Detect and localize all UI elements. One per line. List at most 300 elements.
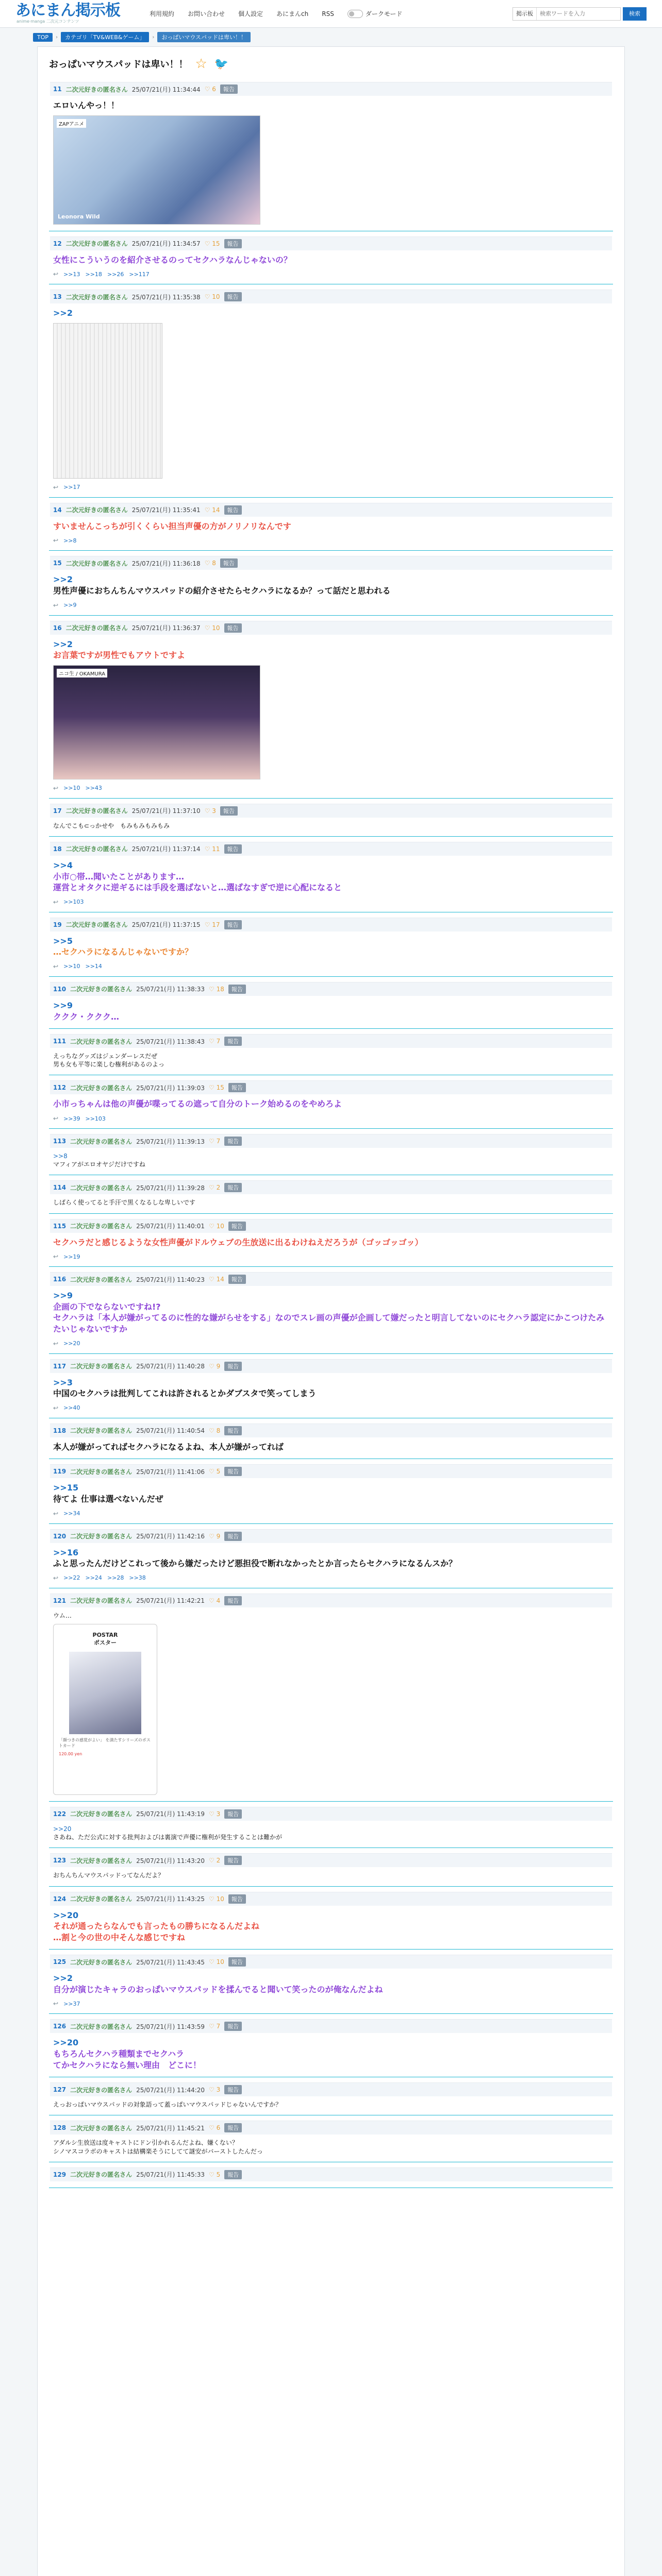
post-text-line: 中国のセクハラは批判してこれは許されるとかダブスタで笑ってしまう xyxy=(53,1388,317,1399)
reply-anchor[interactable]: >>5 xyxy=(53,936,73,946)
post-timestamp: 25/07/21(月) 11:39:13 xyxy=(136,1138,205,1145)
twitter-share-icon[interactable]: 🐦 xyxy=(214,57,229,71)
post-number[interactable]: 121 xyxy=(53,1597,67,1604)
thread-container xyxy=(37,46,625,2576)
post xyxy=(49,2014,613,2077)
post-author: 二次元好きの匿名さん xyxy=(70,1038,133,1045)
post-author: 二次元好きの匿名さん xyxy=(70,2171,133,2179)
report-button[interactable]: 報告 xyxy=(224,1532,242,1541)
post-text-line: 女性にこういうのを紹介させるのってセクハラなんじゃないの？ xyxy=(53,255,292,265)
post-list xyxy=(49,77,613,2188)
post-body xyxy=(50,1094,612,1110)
reply-anchor[interactable]: >>3 xyxy=(53,1377,73,1387)
reply-anchor[interactable]: >>15 xyxy=(53,1483,79,1493)
search-scope-select[interactable]: 掲示板 xyxy=(513,8,537,20)
report-button[interactable]: 報告 xyxy=(224,1362,242,1371)
reply-arrow-icon: ↩ xyxy=(53,1574,59,1582)
breadcrumb-category[interactable]: カテゴリ「TV&WEB&ゲーム」 xyxy=(61,32,149,42)
post-number[interactable]: 128 xyxy=(53,2124,67,2132)
image-tag: ニコ生 / OKAMURA xyxy=(57,669,107,677)
post-author: 二次元好きの匿名さん xyxy=(70,1138,133,1145)
report-button[interactable]: 報告 xyxy=(224,2022,242,2031)
report-button[interactable]: 報告 xyxy=(220,806,238,816)
breadcrumb-top[interactable]: TOP xyxy=(33,33,53,42)
image-tag: ZAPアニメ xyxy=(57,119,86,128)
post xyxy=(49,1354,613,1418)
like-count[interactable]: ♡ 15 xyxy=(209,1084,224,1092)
breadcrumb xyxy=(0,28,662,46)
post xyxy=(49,1075,613,1129)
like-count[interactable]: ♡ 5 xyxy=(209,2171,221,2178)
report-button[interactable]: 報告 xyxy=(224,1856,242,1865)
post-header xyxy=(50,2121,612,2134)
top-nav xyxy=(150,9,402,19)
reply-arrow-icon: ↩ xyxy=(53,2000,59,2008)
reply-list xyxy=(50,479,612,491)
post-header xyxy=(50,1272,612,1286)
post-header xyxy=(50,804,612,818)
report-button[interactable]: 報告 xyxy=(224,505,242,515)
post-author: 二次元好きの匿名さん xyxy=(70,1276,133,1283)
post-image[interactable] xyxy=(53,1624,157,1795)
post-body xyxy=(50,1867,612,1879)
reply-anchor[interactable]: >>2 xyxy=(53,308,73,318)
post-number[interactable]: 125 xyxy=(53,1958,67,1966)
site-logo[interactable] xyxy=(15,3,129,24)
post-image[interactable] xyxy=(53,323,162,479)
post-number[interactable]: 120 xyxy=(53,1532,67,1540)
report-button[interactable]: 報告 xyxy=(224,1467,242,1476)
reply-link[interactable]: >>14 xyxy=(85,963,102,970)
reply-link[interactable]: >>10 xyxy=(63,963,80,970)
post-body xyxy=(50,1373,612,1399)
like-count[interactable]: ♡ 10 xyxy=(204,293,220,301)
post-text-line: しばらく使ってると手汗で黒くなるしな卑しいです xyxy=(53,1199,196,1207)
nav-animanch[interactable]: あにまんch xyxy=(276,10,309,18)
like-count[interactable]: ♡ 2 xyxy=(209,1184,221,1192)
report-button[interactable]: 報告 xyxy=(228,1894,246,1904)
reply-anchor[interactable]: >>8 xyxy=(53,1153,68,1160)
like-count[interactable]: ♡ 17 xyxy=(204,921,220,928)
post-number[interactable]: 123 xyxy=(53,1857,67,1865)
report-button[interactable]: 報告 xyxy=(224,623,242,633)
post-timestamp: 25/07/21(月) 11:38:43 xyxy=(136,1038,205,1045)
post xyxy=(49,231,613,285)
post-header xyxy=(50,918,612,931)
report-button[interactable]: 報告 xyxy=(224,1426,242,1435)
favorite-star-icon[interactable]: ☆ xyxy=(195,56,207,72)
post-body xyxy=(50,818,612,830)
post-timestamp: 25/07/21(月) 11:43:45 xyxy=(136,1958,205,1966)
post-body xyxy=(50,1821,612,1841)
reply-anchor[interactable]: >>2 xyxy=(53,574,73,585)
post-number[interactable]: 119 xyxy=(53,1468,67,1476)
like-count[interactable]: ♡ 14 xyxy=(209,1276,224,1283)
post-text-line: 待てよ 仕事は選べないんだぜ xyxy=(53,1494,163,1504)
reply-link[interactable]: >>103 xyxy=(85,1115,106,1122)
post-header xyxy=(50,1423,612,1437)
post-header xyxy=(50,236,612,250)
post-timestamp: 25/07/21(月) 11:35:41 xyxy=(131,506,201,514)
report-button[interactable]: 報告 xyxy=(224,1596,242,1605)
post-header xyxy=(50,1955,612,1969)
post-author: 二次元好きの匿名さん xyxy=(70,1857,133,1865)
tweet-logo xyxy=(74,1632,136,1647)
post-number[interactable]: 14 xyxy=(53,506,62,514)
post xyxy=(49,1214,613,1267)
post-timestamp: 25/07/21(月) 11:40:54 xyxy=(136,1427,205,1435)
post-text-line: マフィアがエロオヤジだけですね xyxy=(53,1161,145,1168)
post-header xyxy=(50,2019,612,2033)
post-header xyxy=(50,1853,612,1867)
reply-anchor[interactable]: >>9 xyxy=(53,1291,73,1301)
post xyxy=(49,2115,613,2162)
post-text-line: セクハラだと感じるような女性声優がドルウェブの生放送に出るわけねえだろうが（ゴッゴッゴッ） xyxy=(53,1237,423,1247)
post-timestamp: 25/07/21(月) 11:42:16 xyxy=(136,1533,205,1540)
post-number[interactable]: 112 xyxy=(53,1084,67,1092)
post-header xyxy=(50,982,612,996)
report-button[interactable]: 報告 xyxy=(224,239,242,248)
post-body xyxy=(50,1286,612,1334)
post-header xyxy=(50,503,612,517)
post-header xyxy=(50,1594,612,1607)
post-number[interactable]: 110 xyxy=(53,985,67,993)
breadcrumb-thread[interactable]: おっぱいマウスパッドは卑い！！ xyxy=(157,32,251,42)
post-text-line: ふと思ったんだけどこれって後から嫌だったけど悪担役で断れなかったとか言ったらセクハラになるんスか？ xyxy=(53,1558,457,1569)
post-author: 二次元好きの匿名さん xyxy=(65,807,128,815)
reply-list xyxy=(50,1399,612,1412)
post-body xyxy=(50,1233,612,1248)
post xyxy=(49,977,613,1029)
reply-anchor[interactable]: >>20 xyxy=(53,2038,79,2048)
report-button[interactable]: 報告 xyxy=(220,558,238,568)
post-timestamp: 25/07/21(月) 11:37:10 xyxy=(131,807,201,815)
post-number[interactable]: 118 xyxy=(53,1427,67,1434)
post xyxy=(49,1418,613,1460)
post-author: 二次元好きの匿名さん xyxy=(70,1363,133,1370)
reply-arrow-icon: ↩ xyxy=(53,784,59,792)
post-header xyxy=(50,1080,612,1094)
reply-anchor[interactable]: >>4 xyxy=(53,860,73,870)
post-image[interactable] xyxy=(53,665,260,779)
post-body xyxy=(50,1906,612,1943)
tweet-logo-text: POSTAR xyxy=(92,1631,118,1638)
reply-list xyxy=(50,1248,612,1260)
post-body xyxy=(50,2096,612,2109)
post xyxy=(49,1267,613,1353)
post-number[interactable]: 116 xyxy=(53,1276,67,1283)
site-header xyxy=(0,0,662,28)
like-count[interactable]: ♡ 10 xyxy=(209,1222,224,1230)
nav-settings[interactable]: 個人設定 xyxy=(238,10,263,18)
post-text-line: えっおっぱいマウスパッドの対象語って蓋っぱいマウスパッドじゃないんですか？ xyxy=(53,2101,282,2109)
post-timestamp: 25/07/21(月) 11:37:15 xyxy=(131,921,201,929)
reply-anchor[interactable]: >>2 xyxy=(53,1973,73,1984)
post-number[interactable]: 19 xyxy=(53,921,62,928)
post-author: 二次元好きの匿名さん xyxy=(65,845,128,853)
post xyxy=(49,1129,613,1175)
post xyxy=(49,912,613,977)
like-count[interactable]: ♡ 14 xyxy=(204,506,220,514)
reply-list xyxy=(50,958,612,970)
reply-link[interactable]: >>9 xyxy=(63,602,77,609)
post-body xyxy=(50,931,612,958)
like-count[interactable]: ♡ 3 xyxy=(209,1810,221,1818)
post xyxy=(49,1029,613,1075)
report-button[interactable]: 報告 xyxy=(224,920,242,929)
report-button[interactable]: 報告 xyxy=(224,1137,242,1146)
reply-link[interactable]: >>22 xyxy=(63,1574,80,1582)
post xyxy=(49,1950,613,2014)
post xyxy=(49,1588,613,1802)
post-header xyxy=(50,1464,612,1478)
dark-mode-control[interactable] xyxy=(347,9,403,19)
reply-link[interactable]: >>19 xyxy=(63,1253,80,1260)
post-body xyxy=(50,635,612,661)
reply-link[interactable]: >>20 xyxy=(63,1340,80,1347)
reply-anchor[interactable]: >>16 xyxy=(53,1547,79,1557)
post-author: 二次元好きの匿名さん xyxy=(65,240,128,248)
post-number[interactable]: 115 xyxy=(53,1222,67,1230)
post-timestamp: 25/07/21(月) 11:43:20 xyxy=(136,1857,205,1865)
post-author: 二次元好きの匿名さん xyxy=(70,1084,133,1092)
report-button[interactable]: 報告 xyxy=(228,1275,246,1284)
post-number[interactable]: 127 xyxy=(53,2086,67,2094)
like-count[interactable]: ♡ 11 xyxy=(204,845,220,853)
reply-link[interactable]: >>17 xyxy=(63,484,80,491)
like-count[interactable]: ♡ 6 xyxy=(204,86,216,93)
reply-link[interactable]: >>43 xyxy=(85,785,102,792)
post xyxy=(49,77,613,231)
dark-mode-toggle[interactable] xyxy=(347,10,363,18)
post-author: 二次元好きの匿名さん xyxy=(70,1468,133,1476)
like-count[interactable]: ♡ 9 xyxy=(209,1362,221,1370)
post-text-line: 本人が嫌がってればセクハラになるよね、本人が嫌がってれば xyxy=(53,1442,284,1452)
post-timestamp: 25/07/21(月) 11:34:57 xyxy=(131,240,201,248)
reply-link[interactable]: >>10 xyxy=(63,785,80,792)
post-number[interactable]: 117 xyxy=(53,1362,67,1370)
like-count[interactable]: ♡ 2 xyxy=(209,1857,221,1865)
like-count[interactable]: ♡ 10 xyxy=(209,1958,224,1966)
post-number[interactable]: 17 xyxy=(53,807,62,815)
post-body xyxy=(50,1607,612,1620)
post xyxy=(49,1175,613,1213)
post-body xyxy=(50,517,612,532)
post-author: 二次元好きの匿名さん xyxy=(65,293,128,301)
reply-anchor[interactable]: >>2 xyxy=(53,639,73,649)
tweet-picture xyxy=(69,1652,141,1734)
reply-link[interactable]: >>13 xyxy=(63,270,80,278)
post-author: 二次元好きの匿名さん xyxy=(70,2023,133,2030)
reply-link[interactable]: >>37 xyxy=(63,2000,80,2007)
post-text-line: すいませんこっちが引くくらい担当声優の方がノリノリなんです xyxy=(53,521,291,531)
reply-anchor[interactable]: >>20 xyxy=(53,1910,79,1920)
post-body xyxy=(50,96,612,111)
nav-rss[interactable]: RSS xyxy=(322,10,334,18)
report-button[interactable]: 報告 xyxy=(228,1222,246,1231)
post-text-line: お言葉ですが男性でもアウトですよ xyxy=(53,650,186,660)
post-header xyxy=(50,1180,612,1194)
reply-link[interactable]: >>103 xyxy=(63,899,84,906)
reply-link[interactable]: >>28 xyxy=(107,1574,124,1582)
post-header xyxy=(50,842,612,856)
post-author: 二次元好きの匿名さん xyxy=(70,1427,133,1435)
post-text-line: …割と今の世の中そんな感じですね xyxy=(53,1932,186,1942)
post-number[interactable]: 11 xyxy=(53,86,62,93)
post-text-line: さあね、ただ公式に対する批判およびは裏演で声優に権利が発生することは難かが xyxy=(53,1834,283,1841)
report-button[interactable]: 報告 xyxy=(228,985,246,994)
report-button[interactable]: 報告 xyxy=(224,2170,242,2179)
post-timestamp: 25/07/21(月) 11:41:06 xyxy=(136,1468,205,1476)
like-count[interactable]: ♡ 7 xyxy=(209,1138,221,1145)
post-text-line: 男性声優におちんちんマウスパッドの紹介させたらセクハラになるか？って話だと思われる xyxy=(53,585,391,596)
post-author: 二次元好きの匿名さん xyxy=(70,1533,133,1540)
search-button[interactable]: 検索 xyxy=(623,7,647,21)
like-count[interactable]: ♡ 8 xyxy=(209,1427,221,1434)
thread-title: おっぱいマウスパッドは卑い！！ xyxy=(49,59,188,70)
report-button[interactable]: 報告 xyxy=(228,1957,246,1967)
post-number[interactable]: 16 xyxy=(53,624,62,632)
reply-list xyxy=(50,1110,612,1122)
report-button[interactable]: 報告 xyxy=(224,1037,242,1046)
tweet-text: 「顔つきの感覚がよい」 を満たすシリーズのポストカード xyxy=(59,1737,151,1748)
like-count[interactable]: ♡ 15 xyxy=(204,240,220,247)
like-count[interactable]: ♡ 7 xyxy=(209,2023,221,2030)
post-author: 二次元好きの匿名さん xyxy=(70,2124,133,2132)
reply-link[interactable]: >>39 xyxy=(63,1115,80,1122)
post-number[interactable]: 13 xyxy=(53,293,62,301)
post-text-line: セクハラは「本人が嫌がってるのに性的な嫌がらせをする」なのでスレ画の声優が企画して嫌だったと明言してないのにセクハラ認定にかこつけたみたいじゃないですか xyxy=(53,1313,605,1334)
thread-title-row xyxy=(49,56,613,72)
reply-arrow-icon: ↩ xyxy=(53,898,59,906)
like-count[interactable]: ♡ 4 xyxy=(209,1597,221,1604)
search-area xyxy=(512,7,647,21)
post-text-line: それが通ったらなんでも言ったもの勝ちになるんだよね xyxy=(53,1921,260,1931)
search-box xyxy=(512,7,621,21)
reply-link[interactable]: >>38 xyxy=(129,1574,146,1582)
reply-link[interactable]: >>40 xyxy=(63,1404,80,1412)
post-number[interactable]: 12 xyxy=(53,240,62,247)
reply-link[interactable]: >>26 xyxy=(107,270,124,278)
post-author: 二次元好きの匿名さん xyxy=(70,1223,133,1230)
nav-contact[interactable]: お問い合わせ xyxy=(188,10,225,18)
post-author: 二次元好きの匿名さん xyxy=(65,624,128,632)
post-text-line: おちんちんマウスパッドってなんだよ？ xyxy=(53,1872,164,1879)
post xyxy=(49,498,613,551)
post-text-line: てかセクハラになら無い理由 どこに！ xyxy=(53,2060,202,2070)
post-header xyxy=(50,1892,612,1906)
report-button[interactable]: 報告 xyxy=(224,2123,242,2132)
reply-anchor[interactable]: >>20 xyxy=(53,1825,72,1833)
reply-arrow-icon: ↩ xyxy=(53,601,59,609)
like-count[interactable]: ♡ 10 xyxy=(209,1895,224,1903)
post-header xyxy=(50,82,612,96)
post-number[interactable]: 18 xyxy=(53,845,62,853)
post-timestamp: 25/07/21(月) 11:35:38 xyxy=(131,293,201,301)
post-header xyxy=(50,1034,612,1048)
reply-anchor[interactable]: >>9 xyxy=(53,1000,73,1010)
post-number[interactable]: 129 xyxy=(53,2171,67,2178)
reply-list xyxy=(50,1995,612,2007)
like-count[interactable]: ♡ 6 xyxy=(209,2124,221,2132)
search-input[interactable] xyxy=(537,8,620,20)
post-number[interactable]: 113 xyxy=(53,1138,67,1145)
post xyxy=(49,1848,613,1886)
like-count[interactable]: ♡ 3 xyxy=(204,807,216,815)
post-text-line: 小市っちゃんは他の声優が喋ってるの遮って自分のトーク始めるのをやめろよ xyxy=(53,1099,342,1109)
like-count[interactable]: ♡ 7 xyxy=(209,1038,221,1045)
post-text-line: 小市○帯…聞いたことがあります… xyxy=(53,871,184,882)
reply-link[interactable]: >>117 xyxy=(129,270,150,278)
like-count[interactable]: ♡ 8 xyxy=(204,560,216,567)
post-number[interactable]: 124 xyxy=(53,1895,67,1903)
reply-arrow-icon: ↩ xyxy=(53,270,59,278)
like-count[interactable]: ♡ 18 xyxy=(209,985,224,993)
reply-link[interactable]: >>24 xyxy=(85,1574,102,1582)
reply-arrow-icon: ↩ xyxy=(53,483,59,491)
report-button[interactable]: 報告 xyxy=(220,84,238,94)
like-count[interactable]: ♡ 10 xyxy=(204,624,220,632)
report-button[interactable]: 報告 xyxy=(224,844,242,854)
report-button[interactable]: 報告 xyxy=(224,1809,242,1819)
like-count[interactable]: ♡ 3 xyxy=(209,2086,221,2094)
reply-arrow-icon: ↩ xyxy=(53,1340,59,1347)
post-timestamp: 25/07/21(月) 11:45:21 xyxy=(136,2124,205,2132)
post-text-line: えっちなグッズはジェンダーレスだぜ xyxy=(53,1053,158,1060)
post-timestamp: 25/07/21(月) 11:36:37 xyxy=(131,624,201,632)
report-button[interactable]: 報告 xyxy=(224,2085,242,2094)
post-header xyxy=(50,1807,612,1821)
reply-link[interactable]: >>8 xyxy=(63,537,77,544)
post-number[interactable]: 15 xyxy=(53,560,62,567)
report-button[interactable]: 報告 xyxy=(228,1083,246,1092)
nav-terms[interactable]: 利用規約 xyxy=(150,10,175,18)
post-text-line: …セクハラになるんじゃないですか？ xyxy=(53,947,193,957)
post xyxy=(49,616,613,799)
report-button[interactable]: 報告 xyxy=(224,1183,242,1192)
logo-text[interactable]: あにまん掲示板 xyxy=(15,2,120,20)
post-author: 二次元好きの匿名さん xyxy=(65,506,128,514)
post-author: 二次元好きの匿名さん xyxy=(70,2086,133,2094)
post-timestamp: 25/07/21(月) 11:40:28 xyxy=(136,1363,205,1370)
reply-link[interactable]: >>18 xyxy=(85,270,102,278)
breadcrumb-separator: › xyxy=(56,34,58,40)
post-number[interactable]: 111 xyxy=(53,1038,67,1045)
like-count[interactable]: ♡ 9 xyxy=(209,1532,221,1540)
post-text-line: もちろんセクハラ種類までセクハラ xyxy=(53,2049,185,2059)
post-timestamp: 25/07/21(月) 11:39:28 xyxy=(136,1184,205,1192)
post-body xyxy=(50,250,612,266)
post-image[interactable] xyxy=(53,115,260,225)
report-button[interactable]: 報告 xyxy=(224,292,242,301)
post-author: 二次元好きの匿名さん xyxy=(70,1895,133,1903)
post-text-line: 男も女も平等に楽しむ権利があるのよっ xyxy=(53,1061,165,1069)
reply-arrow-icon: ↩ xyxy=(53,1404,59,1412)
post-body xyxy=(50,2033,612,2071)
post-number[interactable]: 122 xyxy=(53,1810,67,1818)
breadcrumb-separator: › xyxy=(152,34,155,40)
post-timestamp: 25/07/21(月) 11:43:59 xyxy=(136,2023,205,2030)
post-number[interactable]: 114 xyxy=(53,1184,67,1192)
post xyxy=(49,837,613,912)
post-author: 二次元好きの匿名さん xyxy=(65,560,128,567)
post xyxy=(49,1802,613,1848)
post-header xyxy=(50,1134,612,1148)
reply-link[interactable]: >>34 xyxy=(63,1510,80,1517)
post-number[interactable]: 126 xyxy=(53,2023,67,2030)
like-count[interactable]: ♡ 5 xyxy=(209,1468,221,1476)
post-header xyxy=(50,2167,612,2181)
